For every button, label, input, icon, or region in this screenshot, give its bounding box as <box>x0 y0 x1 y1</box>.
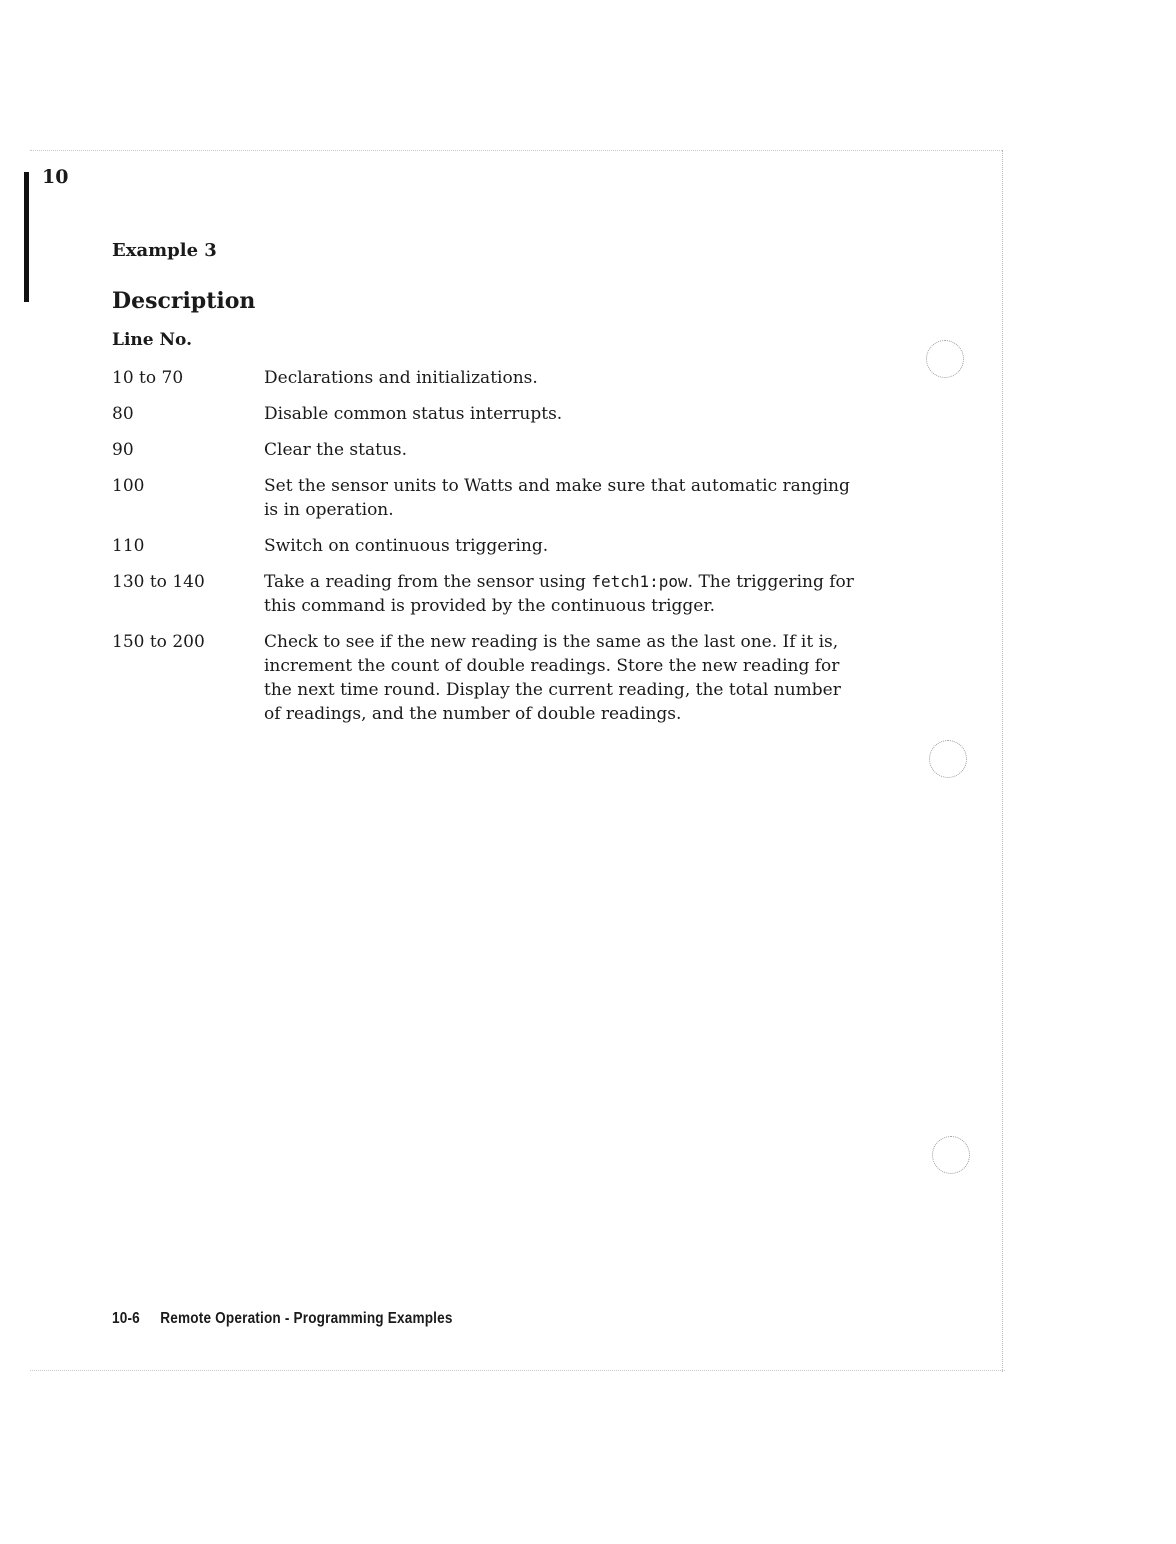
line-description: Clear the status. <box>264 440 408 460</box>
line-description: Disable common status interrupts. <box>264 404 563 424</box>
table-row <box>112 438 872 462</box>
punch-hole <box>932 1136 970 1174</box>
line-description: Set the sensor units to Watts and make sure that automatic ranging is in operation. <box>264 476 850 520</box>
page-edge-right <box>1002 150 1003 1372</box>
table-row <box>112 474 872 522</box>
page-footer <box>112 1310 453 1328</box>
page-edge-bottom <box>30 1370 1005 1371</box>
table-row <box>112 366 872 390</box>
description-table <box>112 366 872 738</box>
punch-hole <box>929 740 967 778</box>
chapter-number: 10 <box>42 166 69 188</box>
line-description: Declarations and initializations. <box>264 368 538 388</box>
section-title: Description <box>112 288 256 314</box>
line-number: 10 to 70 <box>112 368 184 388</box>
line-number: 110 <box>112 536 145 556</box>
line-description: Switch on continuous triggering. <box>264 536 549 556</box>
page-number: 10-6 <box>112 1310 140 1327</box>
table-row <box>112 570 872 618</box>
line-number-header: Line No. <box>112 330 193 350</box>
page-edge-top <box>30 150 1002 151</box>
footer-chapter-title: Remote Operation - Programming Examples <box>160 1310 453 1327</box>
line-number: 100 <box>112 476 145 496</box>
example-title: Example 3 <box>112 240 217 261</box>
line-number: 130 to 140 <box>112 572 205 592</box>
line-number: 150 to 200 <box>112 632 205 652</box>
line-number: 80 <box>112 404 134 424</box>
description-text: Take a reading from the sensor using <box>264 572 592 592</box>
table-row <box>112 402 872 426</box>
table-row <box>112 534 872 558</box>
description-text: . The triggering for this command is provided by the continuous trigger. <box>264 572 854 616</box>
line-description <box>264 570 854 618</box>
code-command: fetch1:pow <box>591 572 688 591</box>
punch-hole <box>926 340 964 378</box>
table-row <box>112 630 872 726</box>
chapter-tab-bar <box>24 172 29 302</box>
line-number: 90 <box>112 440 134 460</box>
line-description: Check to see if the new reading is the same as the last one. If it is, increment the count of double readings. Store the new reading for the next time round. Display the current reading, the total number of readings, and the number of double readings. <box>264 632 841 724</box>
